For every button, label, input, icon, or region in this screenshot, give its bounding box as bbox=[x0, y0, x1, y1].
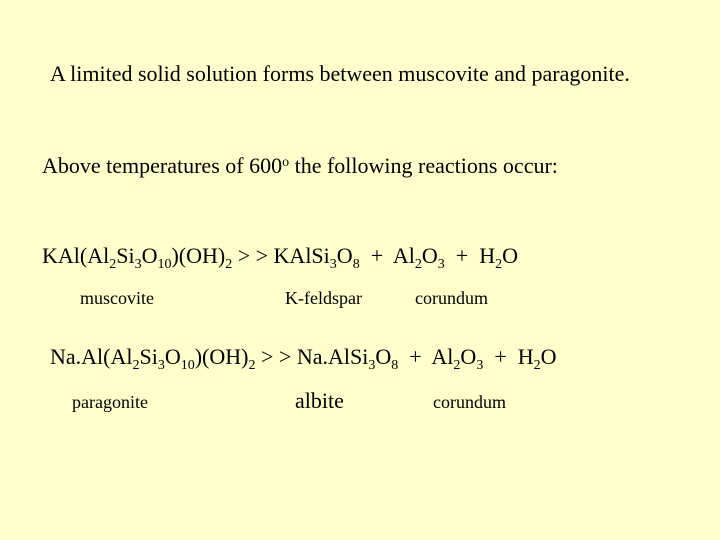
formula-subscript: 2 bbox=[109, 257, 117, 272]
formula-subscript: 3 bbox=[329, 257, 337, 272]
reaction-2-reactant-label: paragonite bbox=[72, 392, 148, 412]
formula-text: > > KAlSi bbox=[232, 243, 330, 268]
reaction-1-product-label: K-feldspar bbox=[285, 288, 362, 308]
formula-subscript: 3 bbox=[134, 257, 142, 272]
formula-text: KAl(Al bbox=[42, 243, 110, 268]
formula-text: Na.Al(Al bbox=[50, 344, 133, 369]
formula-subscript: 2 bbox=[132, 358, 140, 373]
formula-text: )(OH) bbox=[194, 344, 249, 369]
formula-text: > > Na.AlSi bbox=[255, 344, 369, 369]
formula-text: )(OH) bbox=[171, 243, 226, 268]
formula-subscript: 3 bbox=[437, 257, 445, 272]
reaction-1-corundum-label: corundum bbox=[415, 288, 488, 308]
formula-text: O bbox=[460, 344, 477, 369]
formula-text: O bbox=[421, 243, 438, 268]
formula-text: O bbox=[375, 344, 392, 369]
formula-text: + H bbox=[483, 344, 534, 369]
formula-text: O bbox=[164, 344, 181, 369]
formula-text: + H bbox=[444, 243, 496, 268]
formula-text: O bbox=[540, 344, 557, 369]
formula-text: + Al bbox=[398, 344, 454, 369]
reaction-2-corundum-label: corundum bbox=[433, 392, 506, 412]
formula-text: + Al bbox=[359, 243, 415, 268]
intro-text: A limited solid solution forms between muscovite and paragonite. bbox=[50, 61, 630, 86]
formula-subscript: 2 bbox=[495, 257, 503, 272]
formula-subscript: 10 bbox=[157, 257, 172, 272]
formula-text: O bbox=[141, 243, 158, 268]
formula-text: Si bbox=[139, 344, 158, 369]
formula-text: O bbox=[502, 243, 518, 268]
formula-subscript: 10 bbox=[180, 358, 195, 373]
formula-subscript: 8 bbox=[391, 358, 399, 373]
formula-subscript: 3 bbox=[476, 358, 484, 373]
reaction-2-product-label: albite bbox=[295, 388, 344, 413]
formula-subscript: 3 bbox=[157, 358, 165, 373]
temperature-sentence bbox=[42, 153, 558, 179]
formula-subscript: 2 bbox=[414, 257, 422, 272]
formula-subscript: 2 bbox=[533, 358, 541, 373]
formula-subscript: 2 bbox=[453, 358, 461, 373]
reaction-1-reactant-label: muscovite bbox=[80, 288, 154, 308]
formula-text: O bbox=[336, 243, 353, 268]
formula-subscript: 3 bbox=[368, 358, 376, 373]
formula-subscript: 2 bbox=[248, 358, 256, 373]
formula-subscript: 2 bbox=[225, 257, 233, 272]
formula-subscript: 8 bbox=[352, 257, 360, 272]
reaction-1-equation bbox=[42, 243, 518, 273]
temperature-suffix: the following reactions occur: bbox=[289, 153, 558, 178]
reaction-2-equation bbox=[50, 344, 557, 374]
degree-symbol: o bbox=[282, 155, 290, 170]
formula-text: Si bbox=[116, 243, 135, 268]
temperature-prefix: Above temperatures of 600 bbox=[42, 153, 283, 178]
